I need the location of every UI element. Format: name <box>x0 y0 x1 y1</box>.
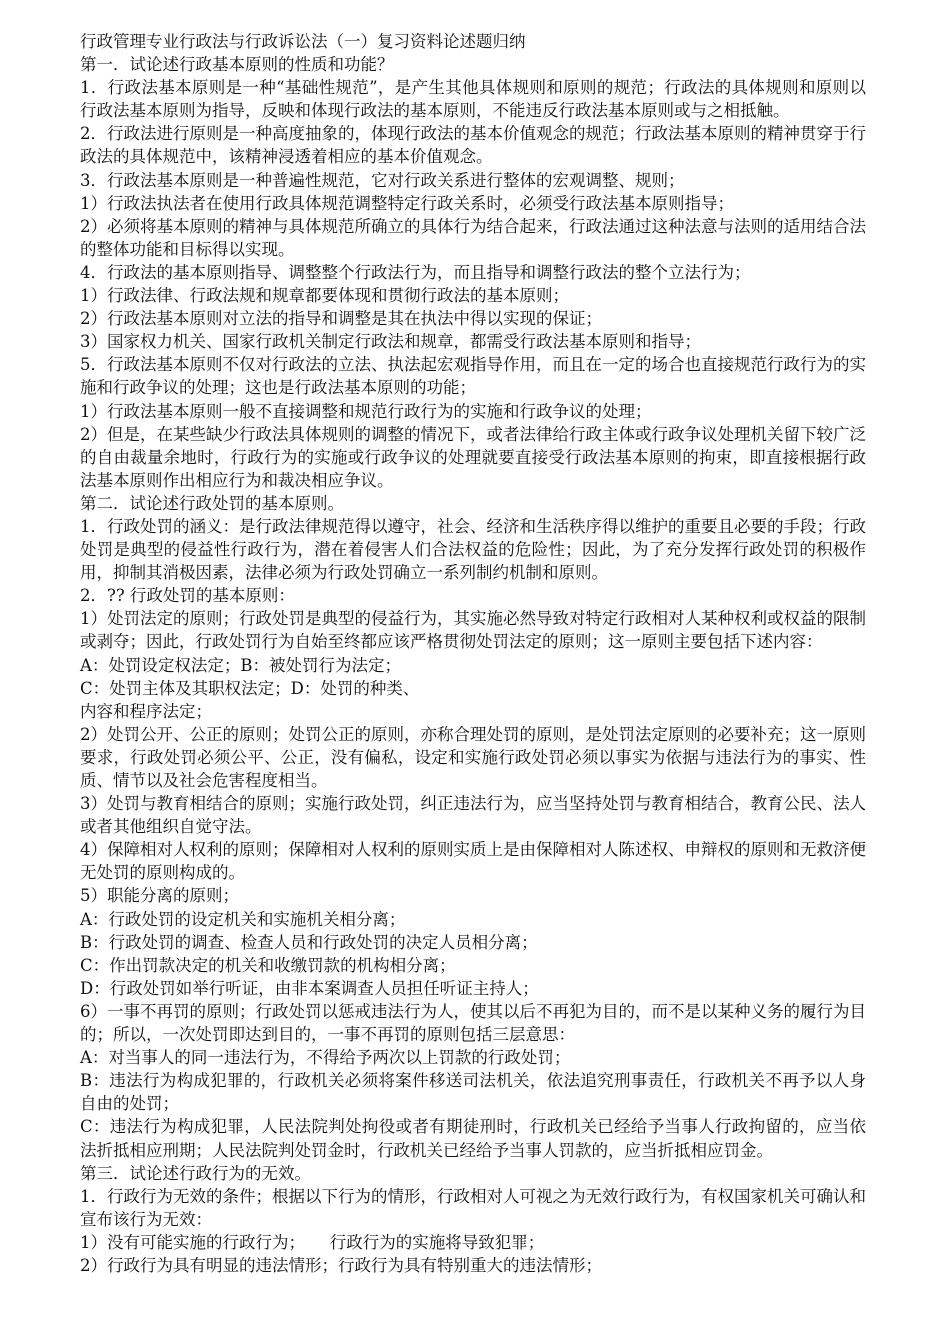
paragraph: B：违法行为构成犯罪的，行政机关必须将案件移送司法机关，依法追究刑事责任，行政机关不再予以人身自由的处罚； <box>80 1071 866 1114</box>
paragraph: 内容和程序法定； <box>80 701 212 721</box>
paragraph: A：处罚设定权法定；B：被处罚行为法定； <box>80 655 402 675</box>
paragraph: 4．行政法的基本原则指导、调整整个行政法行为，而且指导和调整行政法的整个立法行为； <box>80 262 751 282</box>
document-page <box>80 30 866 1277</box>
document-title: 行政管理专业行政法与行政诉讼法（一）复习资料论述题归纳 <box>80 32 526 51</box>
paragraph: 1．行政法基本原则是一种“基础性规范”，是产生其他具体规则和原则的规范；行政法的具体规则和原则以行政法基本原则为指导，反映和体现行政法的基本原则，不能违反行政法基本原则或与之相抵触。 <box>80 78 866 121</box>
paragraph: 3．行政法基本原则是一种普遍性规范，它对行政关系进行整体的宏观调整、规则； <box>80 170 685 190</box>
paragraph: A：对当事人的同一违法行为，不得给予两次以上罚款的行政处罚； <box>80 1048 571 1068</box>
paragraph: 1．行政处罚的涵义：是行政法律规范得以遵守，社会、经济和生活秩序得以维护的重要且必要的手段；行政处罚是典型的侵益性行政行为，潜在着侵害人们合法权益的危险性；因此，为了充分发挥行政处罚的积极作用，抑制其消极因素，法律必须为行政处罚确立一系列制约机制和原则。 <box>80 516 866 583</box>
paragraph: 1）行政法执法者在使用行政具体规范调整特定行政关系时，必须受行政法基本原则指导； <box>80 193 734 213</box>
paragraph: D：行政处罚如举行听证，由非本案调查人员担任听证主持人； <box>80 978 539 998</box>
section-heading-1: 第一．试论述行政基本原则的性质和功能？ <box>80 55 394 75</box>
paragraph: 2）处罚公开、公正的原则；处罚公正的原则，亦称合理处罚的原则，是处罚法定原则的必要补充；这一原则要求，行政处罚必须公平、公正，没有偏私，设定和实施行政处罚必须以事实为依据与违法行为的事实、性质、情节以及社会危害程度相当。 <box>80 724 866 790</box>
paragraph: C：处罚主体及其职权法定；D：处罚的种类、 <box>80 678 420 698</box>
paragraph: 1）没有可能实施的行政行为； 行政行为的实施将导致犯罪； <box>80 1232 545 1252</box>
paragraph: 2．行政法进行原则是一种高度抽象的，体现行政法的基本价值观念的规范；行政法基本原则的精神贯穿于行政法的具体规范中，该精神浸透着相应的基本价值观念。 <box>80 124 866 167</box>
paragraph: 2．?? 行政处罚的基本原则： <box>80 586 295 606</box>
paragraph: C：违法行为构成犯罪，人民法院判处拘役或者有期徒刑时，行政机关已经给予当事人行政拘留的，应当依法折抵相应刑期；人民法院判处罚金时，行政机关已经给予当事人罚款的，应当折抵相应罚金。 <box>80 1117 866 1160</box>
paragraph: C：作出罚款决定的机关和收缴罚款的机构相分离； <box>80 955 456 975</box>
paragraph: 1）行政法基本原则一般不直接调整和规范行政行为的实施和行政争议的处理； <box>80 401 652 421</box>
paragraph: 1．行政行为无效的条件；根据以下行为的情形，行政相对人可视之为无效行政行为，有权国家机关可确认和宣布该行为无效： <box>80 1186 866 1229</box>
paragraph: 6）一事不再罚的原则；行政处罚以惩戒违法行为人，使其以后不再犯为目的，而不是以某种义务的履行为目的；所以，一次处罚即达到目的，一事不再罚的原则包括三层意思： <box>80 1001 866 1045</box>
paragraph: 4）保障相对人权利的原则；保障相对人权利的原则实质上是由保障相对人陈述权、申辩权的原则和无救济便无处罚的原则构成的。 <box>80 840 866 883</box>
paragraph: 3）国家权力机关、国家行政机关制定行政法和规章，都需受行政法基本原则和指导； <box>80 332 701 352</box>
paragraph: B：行政处罚的调查、检查人员和行政处罚的决定人员相分离； <box>80 932 538 952</box>
paragraph: 2）但是，在某些缺少行政法具体规则的调整的情况下，或者法律给行政主体或行政争议处理机关留下较广泛的自由裁量余地时，行政行为的实施或行政争议的处理就要直接受行政法基本原则的拘束，即直接根据行政法基本原则作出相应行为和裁决相应争议。 <box>80 424 866 490</box>
section-heading-2: 第二．试论述行政处罚的基本原则。 <box>80 493 344 513</box>
paragraph: 2）行政行为具有明显的违法情形；行政行为具有特别重大的违法情形； <box>80 1255 602 1275</box>
paragraph: A：行政处罚的设定机关和实施机关相分离； <box>80 909 406 929</box>
paragraph: 2）必须将基本原则的精神与具体规范所确立的具体行为结合起来，行政法通过这种法意与法则的适用结合法的整体功能和目标得以实现。 <box>80 216 866 259</box>
paragraph: 5．行政法基本原则不仅对行政法的立法、执法起宏观指导作用，而且在一定的场合也直接规范行政行为的实施和行政争议的处理；这也是行政法基本原则的功能； <box>80 355 866 398</box>
paragraph: 1）处罚法定的原则；行政处罚是典型的侵益行为，其实施必然导致对特定行政相对人某种权利或权益的限制或剥夺；因此，行政处罚行为自始至终都应该严格贯彻处罚法定的原则；这一原则主要包括下述内容： <box>80 609 866 652</box>
paragraph: 1）行政法律、行政法规和规章都要体现和贯彻行政法的基本原则； <box>80 286 569 306</box>
paragraph: 2）行政法基本原则对立法的指导和调整是其在执法中得以实现的保证； <box>80 309 602 329</box>
paragraph: 3）处罚与教育相结合的原则；实施行政处罚，纠正违法行为，应当坚持处罚与教育相结合，教育公民、法人或者其他组织自觉守法。 <box>80 794 866 837</box>
paragraph: 5）职能分离的原则； <box>80 886 239 906</box>
section-heading-3: 第三．试论述行政行为的无效。 <box>80 1163 311 1183</box>
